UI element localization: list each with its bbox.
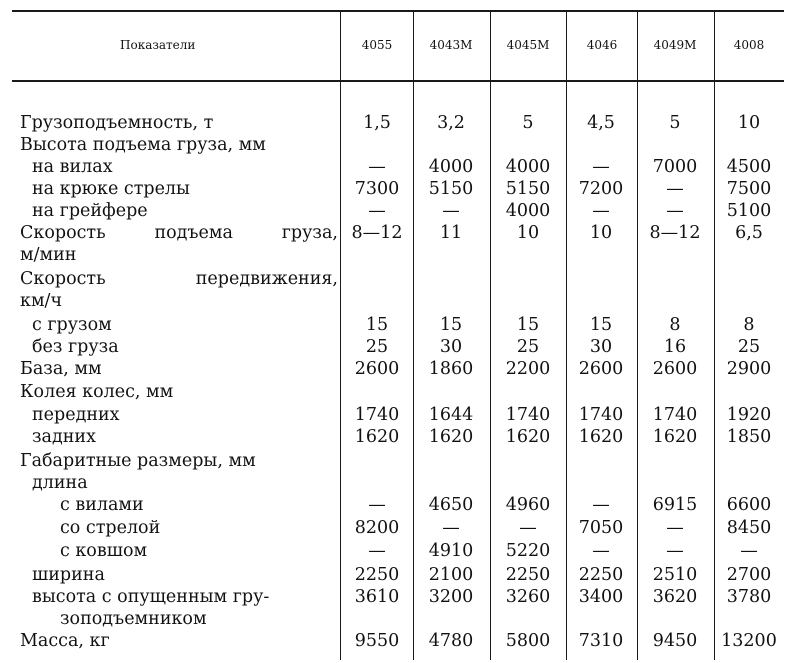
header-model: 4055	[361, 38, 393, 52]
table-cell: 1740	[354, 405, 400, 425]
header-model: 4046	[586, 38, 618, 52]
row-label: Грузоподъемность, т	[20, 113, 214, 133]
row-label: на вилах	[32, 157, 113, 177]
table-cell: 10	[516, 223, 540, 243]
row-label: с ковшом	[60, 541, 148, 561]
table-cell: 2900	[726, 359, 772, 379]
table-cell: 15	[516, 315, 540, 335]
table-cell: 10	[589, 223, 613, 243]
table-cell: —	[666, 518, 684, 538]
table-cell: 2600	[354, 359, 400, 379]
header-model: 4045М	[506, 38, 550, 52]
row-label: длина	[32, 473, 88, 493]
table-cell: 8200	[354, 518, 400, 538]
table-cell: 5150	[428, 179, 474, 199]
row-label: на крюке стрелы	[32, 179, 190, 199]
table-cell: 30	[439, 337, 463, 357]
table-cell: 1,5	[363, 113, 391, 133]
row-label: передних	[32, 405, 120, 425]
table-cell: 5	[669, 113, 681, 133]
table-cell: 5800	[505, 631, 551, 651]
table-cell: 8	[669, 315, 681, 335]
row-label: высота с опущенным гру-	[32, 587, 270, 607]
column-divider	[413, 10, 414, 660]
row-label: со стрелой	[60, 518, 161, 538]
row-label-word: передвижения,	[195, 269, 338, 289]
table-cell: 2250	[505, 565, 551, 585]
table-cell: 2250	[354, 565, 400, 585]
table-cell: 6915	[652, 495, 698, 515]
table-cell: 2200	[505, 359, 551, 379]
table-cell: 3400	[578, 587, 624, 607]
row-label	[20, 268, 338, 290]
table-cell: 6,5	[735, 223, 763, 243]
table-cell: 25	[516, 337, 540, 357]
table-cell: 7500	[726, 179, 772, 199]
table-cell: 9450	[652, 631, 698, 651]
row-label: без груза	[32, 337, 119, 357]
table-cell: 4910	[428, 541, 474, 561]
row-label-continuation: км/ч	[20, 291, 63, 311]
column-divider	[340, 10, 341, 660]
table-cell: —	[666, 179, 684, 199]
table-cell: 10	[737, 113, 761, 133]
table-cell: 7310	[578, 631, 624, 651]
table-cell: 3780	[726, 587, 772, 607]
table-cell: 1740	[505, 405, 551, 425]
table-cell: 15	[439, 315, 463, 335]
table-cell: 1620	[428, 427, 474, 447]
header-model: 4049М	[653, 38, 697, 52]
row-label-continuation: зоподъемником	[60, 609, 207, 629]
column-divider	[637, 10, 638, 660]
table-cell: 1740	[652, 405, 698, 425]
table-cell: 8—12	[649, 223, 701, 243]
table-cell: 1850	[726, 427, 772, 447]
table-cell: 13200	[721, 631, 777, 651]
table-cell: 5220	[505, 541, 551, 561]
row-label	[20, 222, 338, 244]
table-cell: 8450	[726, 518, 772, 538]
row-label: с вилами	[60, 495, 144, 515]
table-cell: —	[592, 541, 610, 561]
table-cell: 11	[439, 223, 463, 243]
table-cell: 25	[737, 337, 761, 357]
row-label: с грузом	[32, 315, 112, 335]
table-cell: —	[368, 201, 386, 221]
table-cell: 9550	[354, 631, 400, 651]
row-label: База, мм	[20, 359, 102, 379]
table-cell: 1860	[428, 359, 474, 379]
header-model: 4008	[733, 38, 765, 52]
table-cell: —	[666, 541, 684, 561]
table-cell: 1740	[578, 405, 624, 425]
table-cell: 3200	[428, 587, 474, 607]
row-label: Колея колес, мм	[20, 382, 174, 402]
table-cell: 4780	[428, 631, 474, 651]
table-cell: 1620	[578, 427, 624, 447]
table-cell: 3610	[354, 587, 400, 607]
table-cell: 4000	[505, 201, 551, 221]
table-cell: 1620	[354, 427, 400, 447]
table-cell: 1644	[428, 405, 474, 425]
column-divider	[490, 10, 491, 660]
table-cell: 1920	[726, 405, 772, 425]
table-cell: 30	[589, 337, 613, 357]
table-cell: 3260	[505, 587, 551, 607]
table-cell: 6600	[726, 495, 772, 515]
table-cell: —	[368, 495, 386, 515]
table-cell: 3,2	[437, 113, 465, 133]
row-label-word: Скорость	[20, 269, 106, 289]
table-cell: —	[592, 201, 610, 221]
row-label: Габаритные размеры, мм	[20, 451, 256, 471]
table-cell: 7050	[578, 518, 624, 538]
table-cell: 4,5	[587, 113, 615, 133]
table-cell: —	[368, 157, 386, 177]
table-cell: 15	[589, 315, 613, 335]
table-cell: —	[442, 201, 460, 221]
table-cell: 2600	[652, 359, 698, 379]
table-cell: —	[442, 518, 460, 538]
table-top-rule	[12, 10, 784, 12]
table-cell: 2700	[726, 565, 772, 585]
table-cell: 1620	[652, 427, 698, 447]
header-label: Показатели	[120, 38, 196, 52]
table-cell: 2600	[578, 359, 624, 379]
table-cell: 16	[663, 337, 687, 357]
table-cell: 7300	[354, 179, 400, 199]
table-cell: —	[519, 518, 537, 538]
table-cell: 4000	[428, 157, 474, 177]
table-cell: 5150	[505, 179, 551, 199]
table-cell: —	[740, 541, 758, 561]
table-cell: —	[368, 541, 386, 561]
row-label: Высота подъема груза, мм	[20, 135, 266, 155]
table-cell: 7200	[578, 179, 624, 199]
row-label-word: груза,	[281, 223, 338, 243]
table-cell: 1620	[505, 427, 551, 447]
table-cell: 4960	[505, 495, 551, 515]
row-label: Масса, кг	[20, 631, 110, 651]
row-label: на грейфере	[32, 201, 148, 221]
table-cell: —	[592, 157, 610, 177]
row-label-word: подъема	[154, 223, 233, 243]
row-label-continuation: м/мин	[20, 245, 77, 265]
table-cell: 3620	[652, 587, 698, 607]
table-cell: 8—12	[351, 223, 403, 243]
table-cell: 2250	[578, 565, 624, 585]
table-cell: 2510	[652, 565, 698, 585]
table-cell: 8	[743, 315, 755, 335]
table-cell: 7000	[652, 157, 698, 177]
row-label: ширина	[32, 565, 105, 585]
table-cell: 2100	[428, 565, 474, 585]
table-cell: —	[592, 495, 610, 515]
row-label: задних	[32, 427, 96, 447]
table-cell: 4000	[505, 157, 551, 177]
table-cell: 5100	[726, 201, 772, 221]
table-cell: 25	[365, 337, 389, 357]
table-cell: 4500	[726, 157, 772, 177]
table-cell: 5	[522, 113, 534, 133]
header-bottom-rule	[12, 80, 784, 82]
table-cell: 15	[365, 315, 389, 335]
table-cell: —	[666, 201, 684, 221]
row-label-word: Скорость	[20, 223, 106, 243]
table-cell: 4650	[428, 495, 474, 515]
header-model: 4043М	[429, 38, 473, 52]
